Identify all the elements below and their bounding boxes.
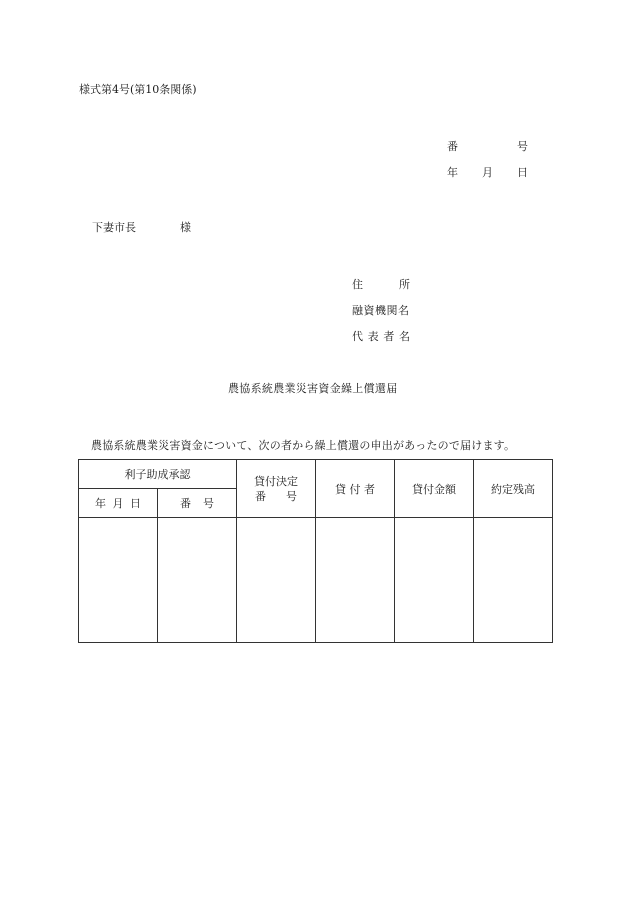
addressee	[92, 219, 191, 235]
sender-rep-char-4: 名	[398, 330, 410, 343]
reference-date	[447, 164, 528, 180]
form-number: 様式第4号(第10条関係)	[79, 83, 197, 96]
sender-rep-char-2: 表	[367, 330, 379, 343]
reference-date-day: 日	[517, 166, 528, 179]
subheader-date-day: 日	[130, 497, 141, 510]
subheader-number-go: 号	[203, 497, 214, 510]
reference-date-month: 月	[482, 166, 493, 179]
cell-contract-balance[interactable]	[474, 518, 553, 643]
table-header-row	[79, 460, 553, 489]
reference-number	[447, 138, 528, 154]
header-loan-amount: 貸付金額	[395, 460, 474, 518]
header-interest-subsidy-approval: 利子助成承認	[79, 460, 237, 489]
reference-number-label-2: 号	[517, 140, 528, 153]
cell-borrower[interactable]	[316, 518, 395, 643]
subheader-date	[79, 489, 158, 518]
cell-date[interactable]	[79, 518, 158, 643]
document-title: 農協系統農業災害資金繰上償還届	[228, 382, 398, 395]
addressee-name: 下妻市長	[92, 221, 136, 234]
subheader-number	[158, 489, 237, 518]
subheader-date-month: 月	[112, 497, 124, 510]
cell-loan-amount[interactable]	[395, 518, 474, 643]
header-loan-decision-go: 号	[286, 489, 297, 503]
report-table	[78, 459, 553, 643]
cell-number[interactable]	[158, 518, 237, 643]
reference-date-year: 年	[447, 166, 458, 179]
sender-address-label-2: 所	[399, 278, 410, 291]
sender-address-label-1: 住	[352, 278, 363, 291]
header-borrower: 貸 付 者	[316, 460, 395, 518]
sender-rep-char-1: 代	[352, 330, 363, 343]
sender-rep-char-3: 者	[383, 330, 395, 343]
addressee-honorific: 様	[180, 221, 191, 234]
header-loan-decision-number	[237, 460, 316, 518]
subheader-date-year: 年	[95, 497, 106, 510]
sender-institution-label: 融資機関名	[352, 304, 410, 317]
header-loan-decision-ban: 番	[255, 489, 266, 503]
reference-number-label-1: 番	[447, 140, 458, 153]
sender-address-label	[352, 276, 410, 292]
document-body: 農協系統農業災害資金について、次の者から繰上償還の申出があったので届けます。	[91, 439, 516, 452]
header-loan-decision-line1: 貸付決定	[254, 474, 298, 488]
table-row	[79, 518, 553, 643]
cell-loan-decision-number[interactable]	[237, 518, 316, 643]
subheader-number-ban: 番	[180, 497, 191, 510]
sender-representative-label	[352, 328, 410, 344]
header-contract-balance: 約定残高	[474, 460, 553, 518]
